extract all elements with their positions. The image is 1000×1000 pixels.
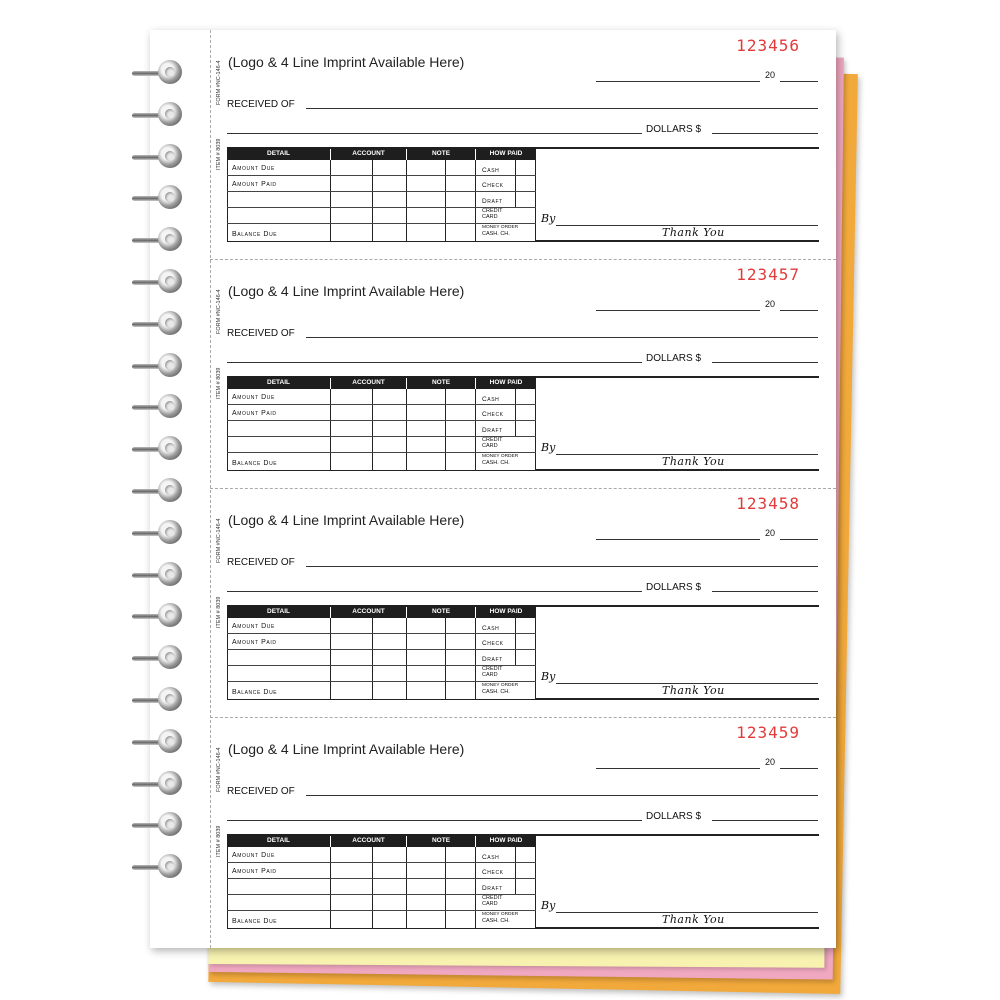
- imprint-placeholder: (Logo & 4 Line Imprint Available Here): [228, 741, 465, 757]
- date-year-field[interactable]: [780, 538, 818, 540]
- pay-money-order-label: MONEY ORDER: [482, 454, 519, 459]
- grid-divider: [445, 618, 446, 700]
- spiral-ring: [132, 562, 182, 588]
- pay-money-order-label: MONEY ORDER: [482, 912, 519, 917]
- date-year-field[interactable]: [780, 309, 818, 311]
- column-detail: DETAIL: [227, 605, 330, 618]
- date-field[interactable]: [596, 309, 760, 311]
- pay-draft-label: Draft: [482, 427, 503, 434]
- grid-divider: [330, 389, 331, 471]
- payment-table: [227, 376, 819, 471]
- punch-hole-icon: [165, 527, 175, 537]
- grid-divider: [515, 389, 516, 437]
- grid-divider: [475, 160, 476, 242]
- column-detail: DETAIL: [227, 834, 330, 847]
- receipt: [210, 259, 836, 488]
- grid-divider: [445, 160, 446, 242]
- grid-row-rule: [227, 420, 536, 421]
- grid-row-rule: [227, 175, 536, 176]
- grid-divider: [372, 847, 373, 929]
- item-number-label: ITEM # 8039: [216, 825, 222, 857]
- column-how-paid: HOW PAID: [476, 834, 536, 847]
- receipt-number: 123457: [736, 265, 800, 284]
- punch-hole-icon: [165, 569, 175, 579]
- spiral-ring: [132, 729, 182, 755]
- column-how-paid: HOW PAID: [476, 147, 536, 160]
- dollars-amount-field[interactable]: [712, 133, 818, 134]
- date-field[interactable]: [596, 80, 760, 82]
- grid-row-rule: [227, 649, 536, 650]
- spiral-ring: [132, 102, 182, 128]
- punch-hole-icon: [165, 67, 175, 77]
- grid-divider: [372, 389, 373, 471]
- punch-hole-icon: [165, 109, 175, 119]
- punch-hole-icon: [165, 276, 175, 286]
- column-account: ACCOUNT: [331, 376, 406, 389]
- dollars-amount-field[interactable]: [712, 591, 818, 592]
- amount-words-field[interactable]: [227, 820, 642, 821]
- pay-cash-label: Cash: [482, 854, 500, 861]
- date-year-label: 20: [765, 299, 776, 309]
- spiral-ring: [132, 394, 182, 420]
- grid-row-rule: [227, 191, 536, 192]
- received-of-field[interactable]: [306, 566, 818, 567]
- received-of-label: RECEIVED OF: [227, 99, 295, 110]
- balance-due-label: Balance Due: [232, 460, 278, 467]
- item-number-label: ITEM # 8039: [216, 138, 222, 170]
- grid-divider: [330, 847, 331, 929]
- grid-divider: [330, 160, 331, 242]
- pay-credit-label: CREDIT: [482, 208, 503, 214]
- pay-cash-ch-label: CASH. CH.: [482, 460, 510, 466]
- spiral-ring: [132, 269, 182, 295]
- pay-money-order-label: MONEY ORDER: [482, 225, 519, 230]
- balance-due-label: Balance Due: [232, 231, 278, 238]
- amount-paid-label: Amount Paid: [232, 181, 277, 188]
- dollars-label: DOLLARS $: [646, 811, 702, 822]
- pay-cash-ch-label: CASH. CH.: [482, 689, 510, 695]
- signature-area: [536, 847, 819, 929]
- grid-divider: [406, 618, 407, 700]
- imprint-placeholder: (Logo & 4 Line Imprint Available Here): [228, 283, 465, 299]
- dollars-amount-field[interactable]: [712, 362, 818, 363]
- spiral-ring: [132, 185, 182, 211]
- dollars-label: DOLLARS $: [646, 353, 702, 364]
- spiral-ring: [132, 311, 182, 337]
- thank-you-text: Thank You: [662, 455, 725, 468]
- punch-hole-icon: [165, 151, 175, 161]
- grid-divider: [515, 618, 516, 666]
- punch-hole-icon: [165, 778, 175, 788]
- received-of-field[interactable]: [306, 795, 818, 796]
- pay-check-label: Check: [482, 182, 504, 189]
- column-account: ACCOUNT: [331, 147, 406, 160]
- pay-credit-label: CREDIT: [482, 437, 503, 443]
- pay-cash-label: Cash: [482, 625, 500, 632]
- grid-row-rule: [227, 878, 536, 879]
- punch-hole-icon: [165, 485, 175, 495]
- payment-table: [227, 147, 819, 242]
- date-field[interactable]: [596, 538, 760, 540]
- receipt: [210, 488, 836, 717]
- grid-divider: [515, 160, 516, 208]
- grid-row-rule: [227, 452, 536, 453]
- amount-due-label: Amount Due: [232, 394, 275, 401]
- by-label: By: [541, 441, 556, 454]
- column-note: NOTE: [407, 147, 475, 160]
- receipt-number: 123456: [736, 36, 800, 55]
- punch-hole-icon: [165, 736, 175, 746]
- column-account: ACCOUNT: [331, 834, 406, 847]
- column-note: NOTE: [407, 834, 475, 847]
- grid-divider: [475, 389, 476, 471]
- pay-credit-label: CREDIT: [482, 666, 503, 672]
- form-number-label: FORM #NC-146-4: [216, 289, 222, 334]
- grid-divider: [330, 618, 331, 700]
- receipt-number: 123459: [736, 723, 800, 742]
- grid-row-rule: [227, 862, 536, 863]
- imprint-placeholder: (Logo & 4 Line Imprint Available Here): [228, 54, 465, 70]
- by-label: By: [541, 670, 556, 683]
- payment-table: [227, 605, 819, 700]
- grid-divider: [372, 160, 373, 242]
- signature-area: [536, 389, 819, 471]
- grid-divider: [445, 389, 446, 471]
- column-how-paid: HOW PAID: [476, 605, 536, 618]
- spiral-ring: [132, 603, 182, 629]
- column-account: ACCOUNT: [331, 605, 406, 618]
- date-year-field[interactable]: [780, 767, 818, 769]
- dollars-label: DOLLARS $: [646, 124, 702, 135]
- grid-divider: [475, 847, 476, 929]
- grid-row-rule: [227, 633, 536, 634]
- grid-divider: [406, 389, 407, 471]
- date-year-label: 20: [765, 528, 776, 538]
- amount-due-label: Amount Due: [232, 852, 275, 859]
- receipt: [210, 30, 836, 259]
- amount-due-label: Amount Due: [232, 165, 275, 172]
- spiral-ring: [132, 812, 182, 838]
- pay-money-order-label: MONEY ORDER: [482, 683, 519, 688]
- date-field[interactable]: [596, 767, 760, 769]
- pay-cash-ch-label: CASH. CH.: [482, 231, 510, 237]
- signature-area: [536, 618, 819, 700]
- perforation-line: [210, 259, 836, 260]
- pay-cash-label: Cash: [482, 167, 500, 174]
- amount-paid-label: Amount Paid: [232, 410, 277, 417]
- perforation-line: [210, 717, 836, 718]
- column-how-paid: HOW PAID: [476, 376, 536, 389]
- punch-hole-icon: [165, 360, 175, 370]
- dollars-label: DOLLARS $: [646, 582, 702, 593]
- form-number-label: FORM #NC-146-4: [216, 518, 222, 563]
- received-of-field[interactable]: [306, 337, 818, 338]
- by-label: By: [541, 899, 556, 912]
- amount-words-field[interactable]: [227, 362, 642, 363]
- grid-row-rule: [227, 404, 536, 405]
- column-detail: DETAIL: [227, 147, 330, 160]
- received-of-label: RECEIVED OF: [227, 328, 295, 339]
- pay-card-label: CARD: [482, 901, 498, 907]
- spiral-ring: [132, 854, 182, 880]
- pay-check-label: Check: [482, 869, 504, 876]
- pay-draft-label: Draft: [482, 885, 503, 892]
- grid-row-rule: [227, 681, 536, 682]
- spiral-ring: [132, 645, 182, 671]
- grid-divider: [406, 847, 407, 929]
- grid-divider: [515, 847, 516, 895]
- thank-you-text: Thank You: [662, 684, 725, 697]
- form-number-label: FORM #NC-146-4: [216, 747, 222, 792]
- amount-words-field[interactable]: [227, 133, 642, 134]
- pay-draft-label: Draft: [482, 198, 503, 205]
- pay-card-label: CARD: [482, 214, 498, 220]
- imprint-placeholder: (Logo & 4 Line Imprint Available Here): [228, 512, 465, 528]
- thank-you-text: Thank You: [662, 226, 725, 239]
- form-number-label: FORM #NC-146-4: [216, 60, 222, 105]
- payment-table: [227, 834, 819, 929]
- dollars-amount-field[interactable]: [712, 820, 818, 821]
- pay-draft-label: Draft: [482, 656, 503, 663]
- amount-paid-label: Amount Paid: [232, 868, 277, 875]
- receipt: [210, 717, 836, 946]
- by-label: By: [541, 212, 556, 225]
- spiral-ring: [132, 60, 182, 86]
- spiral-ring: [132, 478, 182, 504]
- grid-divider: [372, 618, 373, 700]
- punch-hole-icon: [165, 694, 175, 704]
- column-note: NOTE: [407, 376, 475, 389]
- pay-check-label: Check: [482, 640, 504, 647]
- spiral-ring: [132, 436, 182, 462]
- spiral-ring: [132, 771, 182, 797]
- pay-card-label: CARD: [482, 672, 498, 678]
- grid-row-rule: [227, 910, 536, 911]
- balance-due-label: Balance Due: [232, 918, 278, 925]
- received-of-field[interactable]: [306, 108, 818, 109]
- perforation-line: [210, 488, 836, 489]
- item-number-label: ITEM # 8039: [216, 596, 222, 628]
- grid-divider: [406, 160, 407, 242]
- receipt-number: 123458: [736, 494, 800, 513]
- spiral-ring: [132, 144, 182, 170]
- pay-cash-label: Cash: [482, 396, 500, 403]
- spiral-ring: [132, 520, 182, 546]
- column-note: NOTE: [407, 605, 475, 618]
- pay-card-label: CARD: [482, 443, 498, 449]
- thank-you-text: Thank You: [662, 913, 725, 926]
- amount-due-label: Amount Due: [232, 623, 275, 630]
- spiral-ring: [132, 687, 182, 713]
- amount-words-field[interactable]: [227, 591, 642, 592]
- spiral-ring: [132, 227, 182, 253]
- pay-check-label: Check: [482, 411, 504, 418]
- signature-area: [536, 160, 819, 242]
- grid-row-rule: [227, 223, 536, 224]
- pay-cash-ch-label: CASH. CH.: [482, 918, 510, 924]
- balance-due-label: Balance Due: [232, 689, 278, 696]
- date-year-label: 20: [765, 757, 776, 767]
- amount-paid-label: Amount Paid: [232, 639, 277, 646]
- received-of-label: RECEIVED OF: [227, 557, 295, 568]
- spiral-ring: [132, 353, 182, 379]
- grid-divider: [445, 847, 446, 929]
- item-number-label: ITEM # 8039: [216, 367, 222, 399]
- date-year-field[interactable]: [780, 80, 818, 82]
- punch-hole-icon: [165, 318, 175, 328]
- pay-credit-label: CREDIT: [482, 895, 503, 901]
- date-year-label: 20: [765, 70, 776, 80]
- received-of-label: RECEIVED OF: [227, 786, 295, 797]
- column-detail: DETAIL: [227, 376, 330, 389]
- grid-divider: [475, 618, 476, 700]
